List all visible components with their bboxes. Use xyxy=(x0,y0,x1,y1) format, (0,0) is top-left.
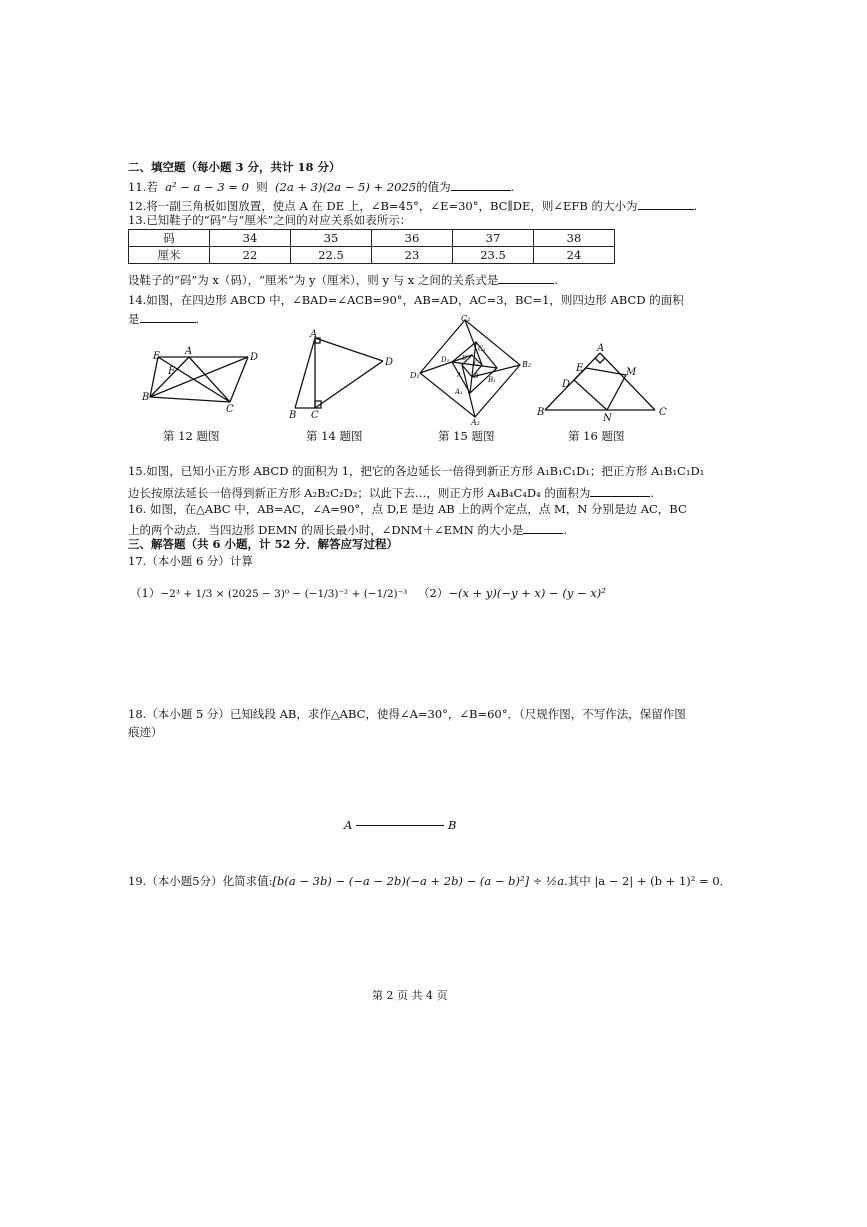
q13-relation: 设鞋子的“码”为 x（码），“厘米”为 y（厘米），则 y 与 x 之间的关系式是 . xyxy=(128,273,559,287)
page-footer: 第 2 页 共 4 页 xyxy=(372,989,448,1002)
table-cell: 35 xyxy=(291,230,372,247)
label-f: F xyxy=(168,366,175,377)
label-c: C xyxy=(474,360,479,367)
q11-prefix: 11.若 xyxy=(128,180,158,194)
question-12: 12.将一副三角板如图放置，使点 A 在 DE 上，∠B=45°，∠E=30°，BC∥DE，则∠EFB 的大小为 . xyxy=(128,199,698,213)
q11-expression: (2a + 3)(2a − 5) + 2025 xyxy=(275,180,417,194)
section-heading-fill-blank: 二、填空题（每小题 3 分，共计 18 分） xyxy=(128,160,341,174)
label-e: E xyxy=(153,351,161,362)
question-15-line2: 边长按原法延长一倍得到新正方形 A₂B₂C₂D₂；以此下去…，则正方形 A₄B₄C₄D₄ 的面积为 . xyxy=(128,486,655,500)
figure-12-diagram xyxy=(140,340,270,415)
q11-answer-blank[interactable] xyxy=(451,178,511,191)
question-16-line2: 上的两个动点．当四边形 DEMN 的周长最小时，∠DNM＋∠EMN 的大小是 . xyxy=(128,523,568,537)
q19-expression: [b(a − 3b) − (−a − 2b)(−a + 2b) − (a − b)²] ÷ ½a xyxy=(272,874,565,888)
figure-16-diagram xyxy=(535,343,675,423)
figure-14-diagram xyxy=(285,328,400,420)
question-18-line1: 18.（本小题 5 分）已知线段 AB，求作△ABC，使得∠A=30°，∠B=60°．（尺规作图，不写作法，保留作图 xyxy=(128,707,686,721)
table-cell: 22.5 xyxy=(291,247,372,264)
label-d: D xyxy=(562,379,571,390)
q13-after-text: 设鞋子的“码”为 x（码），“厘米”为 y（厘米），则 y 与 x 之间的关系式是 xyxy=(128,273,499,287)
section-heading-answer: 三、解答题（共 6 小题，计 52 分．解答应写过程） xyxy=(128,537,399,551)
q14-line2-text: 是 xyxy=(128,312,140,326)
table-cell: 23.5 xyxy=(453,247,534,264)
label-b: B xyxy=(289,410,297,421)
label-a1: A₁ xyxy=(455,388,463,396)
question-16-line1: 16. 如图，在△ABC 中，AB=AC，∠A=90°，点 D,E 是边 AB 上的两个定点，点 M，N 分别是边 AC，BC xyxy=(128,502,687,516)
table-cell: 24 xyxy=(534,247,615,264)
q19-condition: .其中 |a − 2| + (b + 1)² = 0． xyxy=(564,874,732,888)
figure-12-caption: 第 12 题图 xyxy=(163,429,220,443)
table-row xyxy=(129,230,615,247)
segment-ab xyxy=(356,825,444,826)
q17-part2 xyxy=(418,586,606,601)
q17-part2-expression: −(x + y)(−y + x) − (y − x)² xyxy=(448,586,606,600)
question-11: 11.若 a² − a − 3 = 0 则 (2a + 3)(2a − 5) + 2025的值为 . xyxy=(128,180,515,194)
figure-15-diagram xyxy=(410,315,530,425)
q17-part1-label: （1） xyxy=(130,586,161,600)
figure-14-caption: 第 14 题图 xyxy=(306,429,363,443)
question-14-line2: 是 . xyxy=(128,312,200,326)
table-cell: 22 xyxy=(210,247,291,264)
table-row xyxy=(129,247,615,264)
table-row-label: 厘米 xyxy=(129,247,210,264)
label-c2: C₂ xyxy=(461,314,471,323)
label-c: C xyxy=(226,404,234,415)
label-a: A xyxy=(597,343,605,354)
label-b: B xyxy=(142,392,150,403)
label-d2: D₁ xyxy=(410,371,420,380)
q13-answer-blank[interactable] xyxy=(498,271,554,284)
q12-text: 12.将一副三角板如图放置，使点 A 在 DE 上，∠B=45°，∠E=30°，BC∥DE，则∠EFB 的大小为 xyxy=(128,199,638,213)
label-m: M xyxy=(626,367,637,378)
q15-line2-text: 边长按原法延长一倍得到新正方形 A₂B₂C₂D₂；以此下去…，则正方形 A₄B₄C₄D₄ 的面积为 xyxy=(128,486,591,500)
question-14-line1: 14.如图，在四边形 ABCD 中，∠BAD=∠ACB=90°，AB=AD，AC=3，BC=1，则四边形 ABCD 的面积 xyxy=(128,293,684,307)
label-b: B xyxy=(474,373,479,380)
label-a: A xyxy=(310,329,318,340)
label-c: C xyxy=(311,410,319,421)
q17-part2-label: （2） xyxy=(418,586,449,600)
segment-label-a: A xyxy=(344,818,353,832)
q12-answer-blank[interactable] xyxy=(638,197,694,210)
table-cell: 34 xyxy=(210,230,291,247)
table-cell: 36 xyxy=(372,230,453,247)
label-n: N xyxy=(603,413,612,424)
label-c: C xyxy=(659,407,667,418)
table-cell: 37 xyxy=(453,230,534,247)
q17-part1-expression: −2³ + 1/3 × (2025 − 3)⁰ − (−1/3)⁻² + (−1/2)⁻³ xyxy=(160,588,408,600)
segment-label-b: B xyxy=(448,818,457,832)
question-17-title: 17.（本小题 6 分）计算 xyxy=(128,554,253,568)
question-15-line1: 15.如图，已知小正方形 ABCD 的面积为 1，把它的各边延长一倍得到新正方形 A₁B₁C₁D₁；把正方形 A₁B₁C₁D₁ xyxy=(128,464,705,478)
label-d: D xyxy=(250,352,259,363)
q11-equation: a² − a − 3 = 0 xyxy=(165,180,249,194)
q16-line2-text: 上的两个动点．当四边形 DEMN 的周长最小时，∠DNM＋∠EMN 的大小是 xyxy=(128,523,524,537)
table-cell: 38 xyxy=(534,230,615,247)
figure-16-caption: 第 16 题图 xyxy=(568,429,625,443)
table-cell: 23 xyxy=(372,247,453,264)
q15-answer-blank[interactable] xyxy=(590,484,650,497)
label-d: D xyxy=(462,355,467,362)
q17-part1 xyxy=(130,586,407,602)
label-b2: B₂ xyxy=(522,360,532,369)
q11-suffix: 的值为 xyxy=(416,180,451,194)
label-a2: A₂ xyxy=(471,418,480,427)
label-c1: C₁ xyxy=(478,345,487,353)
label-e: E xyxy=(576,363,584,374)
label-a: A xyxy=(457,372,462,379)
question-19 xyxy=(128,874,731,889)
table-row-label: 码 xyxy=(129,230,210,247)
shoe-size-table xyxy=(128,229,615,264)
q11-mid: 则 xyxy=(256,180,268,194)
label-b1: B₁ xyxy=(488,376,496,384)
q16-answer-blank[interactable] xyxy=(523,521,563,534)
label-d1: D₁ xyxy=(441,356,450,364)
label-a: A xyxy=(185,346,193,357)
q14-answer-blank[interactable] xyxy=(140,310,196,323)
label-b: B xyxy=(537,407,545,418)
label-d: D xyxy=(385,357,394,368)
q19-prefix: 19.（本小题5分）化简求值: xyxy=(128,874,273,888)
question-13: 13.已知鞋子的“码”与“厘米”之间的对应关系如表所示： xyxy=(128,213,412,227)
figure-15-caption: 第 15 题图 xyxy=(438,429,495,443)
question-18-line2: 痕迹） xyxy=(128,725,163,739)
